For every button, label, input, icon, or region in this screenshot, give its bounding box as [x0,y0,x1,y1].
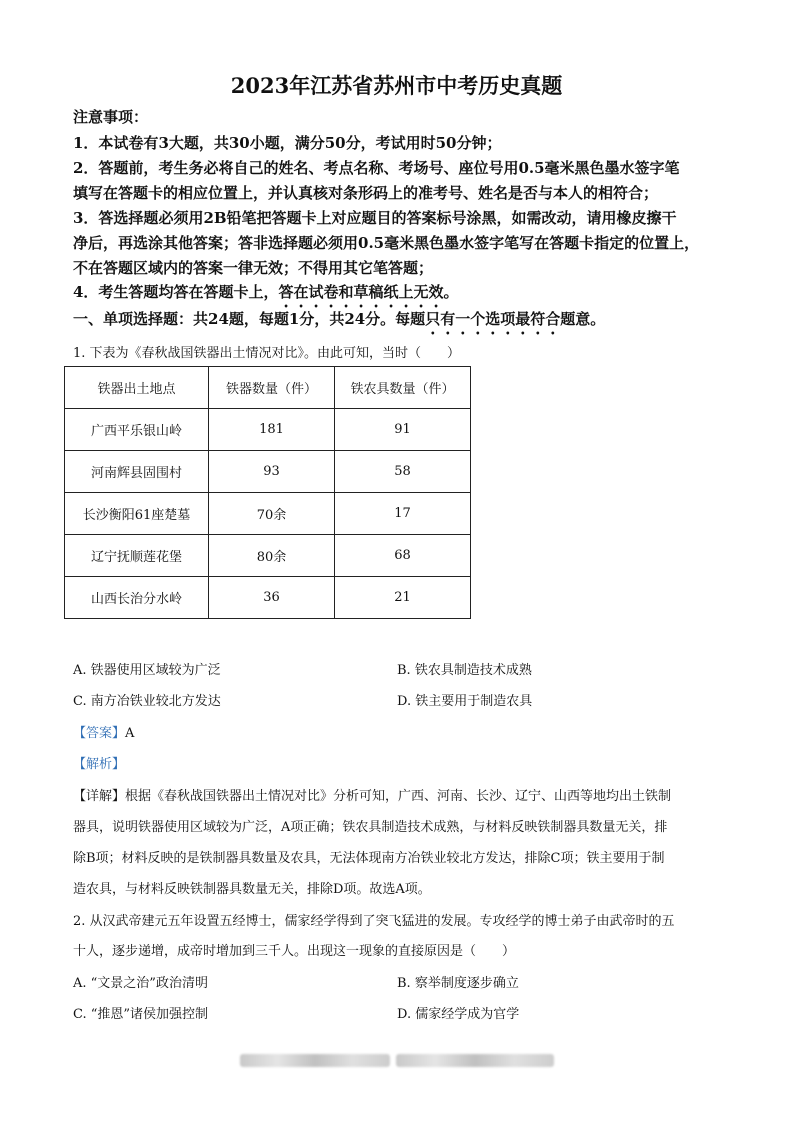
q2-option-a: A. “文景之治”政治清明 [73,976,208,991]
table-cell: 91 [335,409,471,451]
q1-answer [73,722,134,741]
table-cell: 17 [335,493,471,535]
q2-stem-line-2: 十人，逐步递增，成帝时增加到三千人。出现这一现象的直接原因是（ ） [73,944,516,959]
notice-line-4 [73,281,458,311]
q1-detail-line-3: 除B项；材料反映的是铁制器具数量及农具，无法体现南方冶铁业较北方发达，排除C项；铁主要用于制 [73,851,665,866]
table-cell: 68 [335,535,471,577]
iron-artifact-table [64,366,471,619]
table-cell: 河南辉县固围村 [65,451,209,493]
table-cell: 58 [335,451,471,493]
q2-option-c: C. “推恩”诸侯加强控制 [73,1007,209,1022]
notice-line-2-cont: 填写在答题卡的相应位置上，并认真核对条形码上的准考号、姓名是否与本人的相符合； [73,184,659,202]
q1-stem: 1. 下表为《春秋战国铁器出土情况对比》。由此可知，当时（ ） [73,346,461,361]
table-row [65,535,471,577]
table-cell: 181 [209,409,335,451]
section-heading-suffix: 题意。 [560,310,606,328]
table-cell: 辽宁抚顺莲花堡 [65,535,209,577]
table-cell: 21 [335,577,471,619]
table-header-location: 铁器出土地点 [65,367,209,409]
q2-stem-line-1: 2. 从汉武帝建元五年设置五经博士，儒家经学得到了突飞猛进的发展。专攻经学的博士弟子由武帝时的五 [73,914,675,929]
blurred-footer-left [240,1054,390,1067]
notice-line-4-prefix: 4．考生答题均答在答题卡上， [73,283,279,301]
q1-option-b: B. 铁农具制造技术成熟 [397,663,532,678]
answer-tag: 【答案】 [73,726,126,741]
table-header-row [65,367,471,409]
table-header-farm-tool-count: 铁农具数量（件） [335,367,471,409]
table-cell: 长沙衡阳61座楚墓 [65,493,209,535]
q1-detail-line-2: 器具，说明铁器使用区域较为广泛，A项正确；铁农具制造技术成熟，与材料反映铁制器具数量无关，排 [73,820,668,835]
table-cell: 山西长治分水岭 [65,577,209,619]
table-header-iron-count: 铁器数量（件） [209,367,335,409]
table-row [65,577,471,619]
table-cell: 70余 [209,493,335,535]
notice-line-1: 1．本试卷有3大题，共30小题，满分50分，考试用时50分钟； [73,134,502,152]
notice-line-4-suffix: 。 [443,283,459,301]
q1-option-d: D. 铁主要用于制造农具 [397,694,533,709]
section-heading-prefix: 一、单项选择题：共24题，每题1分，共24分。每题 [73,310,426,328]
notice-line-3: 3．答选择题必须用2B铅笔把答题卡上对应题目的答案标号涂黑，如需改动，请用橡皮擦干 [73,209,677,227]
q1-option-a: A. 铁器使用区域较为广泛 [73,663,221,678]
q1-detail-line-4: 造农具，与材料反映铁制器具数量无关，排除D项。故选A项。 [73,882,431,897]
notice-heading: 注意事项： [73,108,149,126]
table-cell: 36 [209,577,335,619]
table-cell: 80余 [209,535,335,577]
page-title: 2023年江苏省苏州市中考历史真题 [230,73,563,98]
notice-line-4-emphasis: 答在试卷和草稿纸上无效 [278,283,444,301]
table-cell: 93 [209,451,335,493]
answer-value: A [125,726,135,741]
section-heading-emphasis: 只有一个选项最符合 [425,310,561,328]
notice-line-3-end: 不在答题区域内的答案一律无效；不得用其它笔答题； [73,259,434,277]
table-row [65,451,471,493]
notice-line-2: 2．答题前，考生务必将自己的姓名、考点名称、考场号、座位号用0.5毫米黑色墨水签字笔 [73,159,680,177]
q2-option-b: B. 察举制度逐步确立 [397,976,519,991]
q2-option-d: D. 儒家经学成为官学 [397,1007,520,1022]
section-heading [73,308,605,338]
q1-option-c: C. 南方冶铁业较北方发达 [73,694,221,709]
blurred-footer-right [396,1054,554,1067]
table-row [65,493,471,535]
table-row [65,409,471,451]
analysis-tag: 【解析】 [73,757,126,772]
notice-line-3-cont: 净后，再选涂其他答案；答非选择题必须用0.5毫米黑色墨水签字笔写在答题卡指定的位置上， [73,234,700,252]
table-cell: 广西平乐银山岭 [65,409,209,451]
q1-detail-line-1: 【详解】根据《春秋战国铁器出土情况对比》分析可知，广西、河南、长沙、辽宁、山西等地均出土铁制 [73,789,672,804]
